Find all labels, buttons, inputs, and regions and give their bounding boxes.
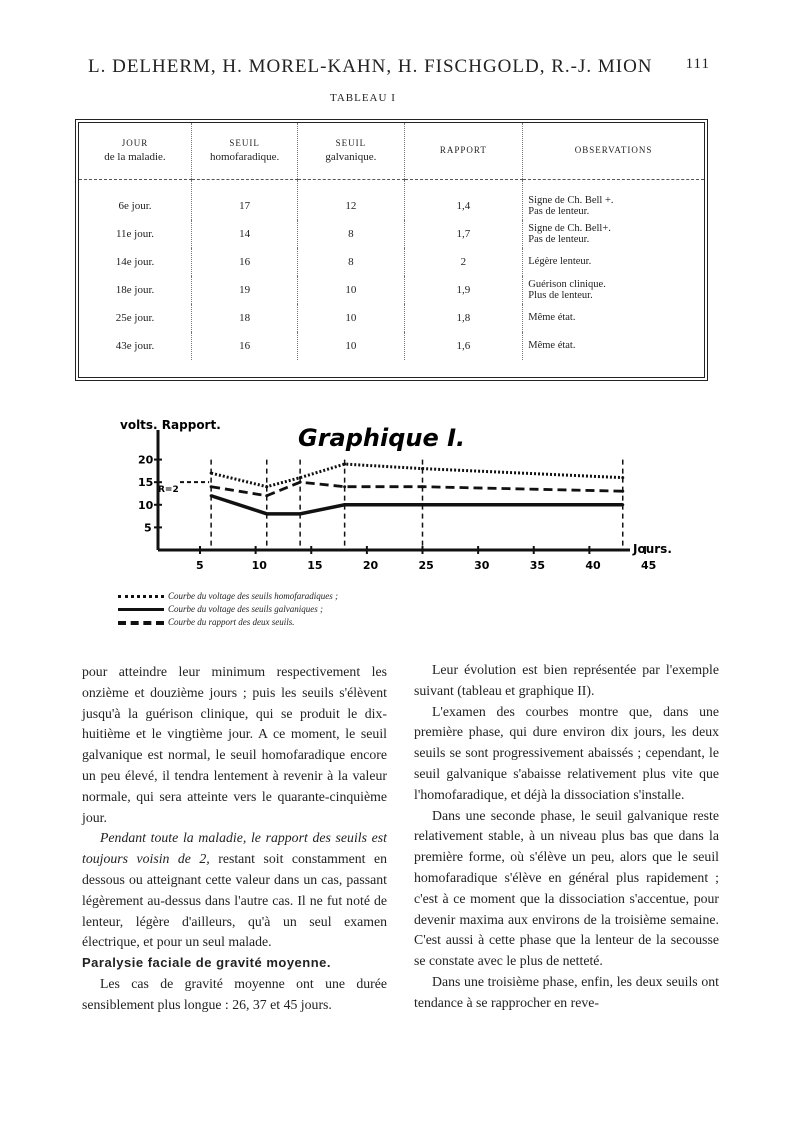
y-tick-label: 20: [138, 453, 154, 467]
series-line-dotted: [211, 464, 623, 487]
chart-title: Graphique I.: [298, 424, 466, 452]
data-point: [210, 472, 213, 475]
data-point: [421, 503, 424, 506]
cell-observations: [523, 180, 704, 221]
cell-galvanique: 10: [298, 304, 404, 332]
cell-jour: 6e jour.: [79, 180, 192, 221]
data-point: [421, 485, 424, 488]
legend-item-rapport: Courbe du rapport des deux seuils.: [118, 616, 518, 629]
x-tick-label: 40: [585, 559, 601, 572]
cell-rapport: 1,9: [404, 276, 523, 304]
data-point: [343, 485, 346, 488]
cell-rapport: 2: [404, 248, 523, 276]
data-point: [299, 476, 302, 479]
data-point: [299, 481, 302, 484]
legend-swatch-solid: [118, 608, 164, 611]
table-row: [79, 180, 704, 221]
paragraph: Dans une seconde phase, le seuil galvanique reste relativement stable, à un niveau plus bas que dans la première forme, où s'élève un peu, alors que le seuil homofaradique s'élève en général plus rapidement ; c'est à ce moment que la dissociation s'accentue, pour devenir maxima aux environs de la troisième semaine. C'est aussi à cette phase que la lenteur de la secousse se constate avec le plus de netteté.: [414, 807, 719, 969]
paragraph: Pendant toute la maladie, le rapport des seuils est toujours voisin de 2, restant soit constamment en dessous ou atteignant cette valeur dans un cas, passant légèrement au-dessus dans l'autre cas. Il ne fut noté de lenteur, légère d'ailleurs, qu'à un seul examen électrique, et pour un seul malade.: [82, 830, 387, 950]
legend-item-galvanique: Courbe du voltage des seuils galvaniques ;: [118, 603, 518, 616]
cell-jour: 11e jour.: [79, 220, 192, 248]
y-tick-label: 5: [144, 521, 152, 535]
cell-homofaradique: 17: [192, 180, 298, 221]
chart-y-label: volts. Rapport.: [120, 418, 221, 432]
observation-line: Pas de lenteur.: [528, 206, 590, 217]
text-column-left: [82, 662, 387, 1016]
table-row: [79, 332, 704, 360]
table-row: [79, 248, 704, 276]
cell-observations: [523, 332, 704, 360]
x-tick-label: 30: [474, 559, 490, 572]
cell-jour: 14e jour.: [79, 248, 192, 276]
text-column-right: [414, 660, 719, 1014]
chart-legend: [118, 590, 518, 629]
cell-observations: [523, 248, 704, 276]
data-point: [299, 512, 302, 515]
paragraph: L'examen des courbes montre que, dans une première phase, qui dure environ dix jours, les deux seuils se sont progressivement abaissés ; cependant, le seuil galvanique s'abaisse relativement plus vite que l'homofaradique, et déjà la dissociation s'installe.: [414, 703, 719, 802]
section-heading: Paralysie faciale de gravité moyenne.: [82, 955, 332, 971]
data-point: [210, 485, 213, 488]
cell-jour: 25e jour.: [79, 304, 192, 332]
data-table: [75, 119, 708, 381]
page-number: 111: [685, 56, 710, 72]
table-title: TABLEAU I: [330, 92, 396, 104]
x-tick-label: 45: [641, 559, 657, 572]
observation-line: Signe de Ch. Bell+.: [528, 222, 611, 234]
chart-x-label: Jours.: [633, 542, 672, 556]
data-point: [421, 467, 424, 470]
observation-line: Plus de lenteur.: [528, 290, 593, 301]
observation-line: Même état.: [528, 312, 576, 324]
cell-homofaradique: 16: [192, 248, 298, 276]
cell-jour: 18e jour.: [79, 276, 192, 304]
cell-rapport: 1,7: [404, 220, 523, 248]
cell-galvanique: 8: [298, 220, 404, 248]
column-header-observations: OBSERVATIONS: [523, 123, 704, 180]
paragraph: Les cas de gravité moyenne ont une durée sensiblement plus longue : 26, 37 et 45 jours.: [82, 975, 387, 1012]
legend-swatch-dashed: [118, 621, 164, 625]
x-tick-label: 25: [418, 559, 434, 572]
data-point: [343, 503, 346, 506]
column-header-rapport: RAPPORT: [404, 123, 523, 180]
observation-line: Guérison clinique.: [528, 278, 606, 290]
table-row: [79, 220, 704, 248]
legend-swatch-dotted: [118, 595, 164, 598]
table-row: [79, 304, 704, 332]
series-line-dashed: [211, 482, 623, 496]
series-line-solid: [211, 496, 623, 514]
header-authors: L. DELHERM, H. MOREL-KAHN, H. FISCHGOLD, R.-J. MION: [88, 56, 653, 77]
data-point: [621, 503, 624, 506]
legend-item-homofaradique: Courbe du voltage des seuils homofaradiques ;: [118, 590, 518, 603]
cell-galvanique: 10: [298, 276, 404, 304]
y-tick-label: 10: [138, 498, 154, 512]
cell-galvanique: 8: [298, 248, 404, 276]
cell-observations: [523, 304, 704, 332]
x-tick-label: 35: [529, 559, 546, 572]
paragraph: Leur évolution est bien représentée par l'exemple suivant (tableau et graphique II).: [414, 662, 719, 698]
table-row: [79, 276, 704, 304]
column-header-jour: JOUR de la maladie.: [79, 123, 192, 180]
data-point: [621, 490, 624, 493]
observation-line: Pas de lenteur.: [528, 234, 590, 245]
x-tick-label: 5: [196, 559, 204, 572]
y-tick-label: 15: [138, 476, 154, 490]
data-point: [265, 512, 268, 515]
paragraph: Dans une troisième phase, enfin, les deux seuils ont tendance à se rapprocher en reve-: [414, 973, 719, 1010]
x-tick-label: 10: [251, 559, 267, 572]
cell-observations: [523, 276, 704, 304]
cell-observations: [523, 220, 704, 248]
observation-line: Légère lenteur.: [528, 256, 592, 268]
data-point: [265, 485, 268, 488]
observation-line: Signe de Ch. Bell +.: [528, 194, 614, 206]
cell-rapport: 1,8: [404, 304, 523, 332]
data-point: [210, 494, 213, 497]
cell-galvanique: 10: [298, 332, 404, 360]
cell-homofaradique: 19: [192, 276, 298, 304]
paragraph: pour atteindre leur minimum respectivement les onzième et douzième jours ; puis les seuils s'élèvent jusqu'à la guérison clinique, qui se produit le dix-huitième et le vingtième jour. A ce moment, le seuil galvanique est normal, le seuil homofaradique encore un peu élevé, il tendra lentement à revenir à la valeur normale, qui sera atteinte vers le quarante-cinquième jour.: [82, 664, 387, 825]
cell-jour: 43e jour.: [79, 332, 192, 360]
x-tick-label: 20: [362, 559, 379, 572]
cell-homofaradique: 16: [192, 332, 298, 360]
column-header-galvanique: SEUIL galvanique.: [298, 123, 404, 180]
cell-galvanique: 12: [298, 180, 404, 221]
data-point: [343, 463, 346, 466]
observation-line: Même état.: [528, 340, 576, 352]
running-header: [88, 56, 710, 84]
data-point: [265, 494, 268, 497]
chart-ref-label: R=2: [158, 485, 179, 495]
column-header-homofaradique: SEUIL homofaradique.: [192, 123, 298, 180]
x-tick-label: 15: [307, 559, 323, 572]
cell-homofaradique: 14: [192, 220, 298, 248]
cell-rapport: 1,4: [404, 180, 523, 221]
cell-rapport: 1,6: [404, 332, 523, 360]
cell-homofaradique: 18: [192, 304, 298, 332]
data-point: [621, 476, 624, 479]
